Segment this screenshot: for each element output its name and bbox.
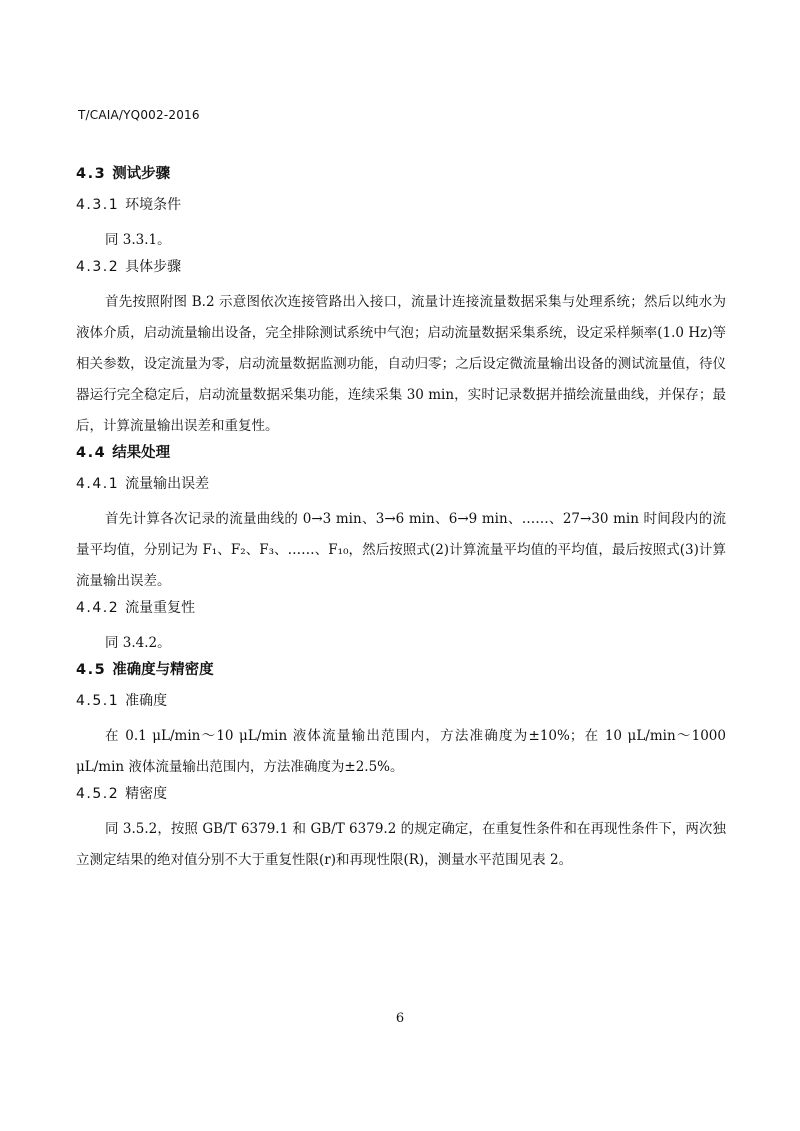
heading-title: 准确度与精密度 <box>112 662 214 678</box>
page-number: 6 <box>395 1011 405 1026</box>
section-heading <box>76 442 726 473</box>
heading-title: 流量输出误差 <box>125 476 210 492</box>
heading-number: 4.5.1 <box>76 693 120 709</box>
standard-number: T/CAIA/YQ002-2016 <box>78 108 200 122</box>
subsection-heading <box>76 194 726 225</box>
heading-number: 4.5.2 <box>76 786 120 802</box>
heading-title: 准确度 <box>125 693 168 709</box>
subsection-heading <box>76 597 726 628</box>
paragraph: 同 3.4.2。 <box>105 635 171 651</box>
heading-title: 测试步骤 <box>112 166 171 182</box>
subsection-heading <box>76 690 726 721</box>
paragraph: 在 0.1 μL/min～10 μL/min 液体流量输出范围内，方法准确度为±10%；在 10 μL/min～1000 μL/min 液体流量输出范围内，方法准确度为±2.5%。 <box>76 728 726 775</box>
heading-number: 4.4 <box>76 445 107 461</box>
section-heading <box>76 163 726 194</box>
heading-number: 4.3.2 <box>76 259 120 275</box>
heading-title: 精密度 <box>125 786 168 802</box>
paragraph: 同 3.3.1。 <box>105 232 171 248</box>
heading-title: 流量重复性 <box>125 600 196 616</box>
paragraph: 首先计算各次记录的流量曲线的 0→3 min、3→6 min、6→9 min、……、27→30 min 时间段内的流量平均值，分别记为 F₁、F₂、F₃、……、F₁₀，然后按照式(2)计算流量平均值的平均值，最后按照式(3)计算流量输出误差。 <box>76 511 726 589</box>
heading-number: 4.3 <box>76 166 107 182</box>
subsection-heading <box>76 473 726 504</box>
heading-number: 4.3.1 <box>76 197 120 213</box>
heading-title: 结果处理 <box>112 445 171 461</box>
paragraph: 首先按照附图 B.2 示意图依次连接管路出入接口，流量计连接流量数据采集与处理系统；然后以纯水为液体介质，启动流量输出设备，完全排除测试系统中气泡；启动流量数据采集系统，设定采样频率(1.0 Hz)等相关参数，设定流量为零，启动流量数据监测功能，自动归零；之后设定微流量输出设备的测试流量值，待仪器运行完全稳定后，启动流量数据采集功能，连续采集 30 min，实时记录数据并描绘流量曲线，并保存；最后，计算流量输出误差和重复性。 <box>76 294 726 434</box>
heading-number: 4.4.2 <box>76 600 120 616</box>
section-heading <box>76 659 726 690</box>
subsection-heading <box>76 256 726 287</box>
heading-title: 环境条件 <box>125 197 182 213</box>
heading-number: 4.4.1 <box>76 476 120 492</box>
document-body <box>76 163 726 876</box>
heading-number: 4.5 <box>76 662 107 678</box>
heading-title: 具体步骤 <box>125 259 182 275</box>
subsection-heading <box>76 783 726 814</box>
paragraph: 同 3.5.2，按照 GB/T 6379.1 和 GB/T 6379.2 的规定确定，在重复性条件和在再现性条件下，两次独立测定结果的绝对值分别不大于重复性限(r)和再现性限(R)，测量水平范围见表 2。 <box>76 821 726 868</box>
